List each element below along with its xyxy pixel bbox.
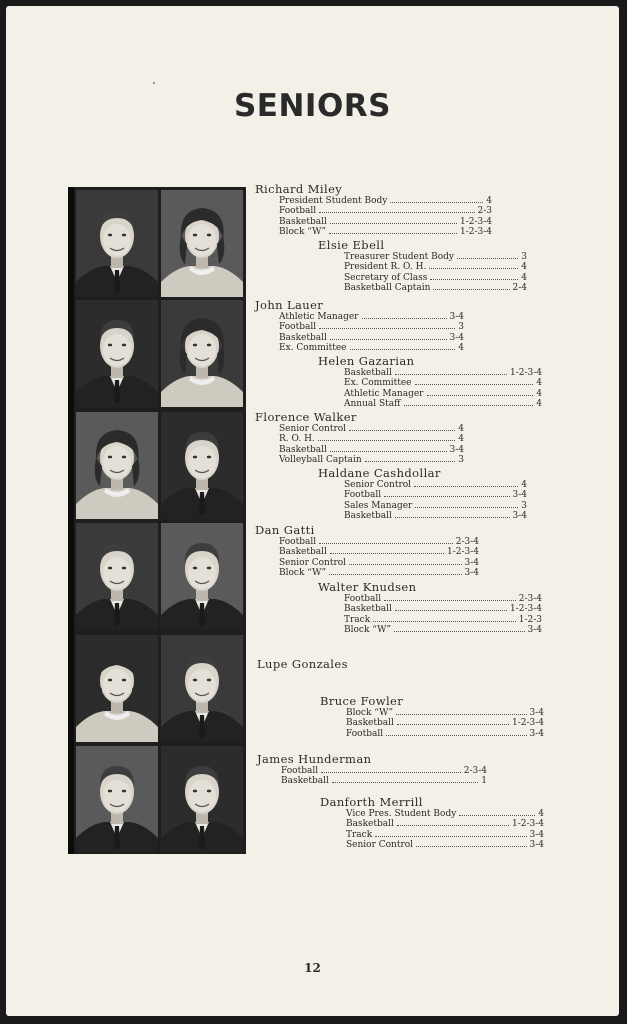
activity-row: [279, 333, 464, 343]
activity-years: 2-3-4: [518, 594, 542, 604]
dot-leader: [415, 507, 518, 508]
senior-entry: [255, 298, 464, 354]
activity-row: [344, 273, 527, 283]
activity-row: [344, 378, 542, 388]
dot-leader: [427, 395, 534, 396]
activity-years: 3-4: [449, 444, 464, 455]
activity-years: 1-2-3-4: [509, 604, 542, 615]
dot-leader: [330, 451, 447, 452]
activity-name: President Student Body: [279, 196, 388, 206]
activity-years: 3-4: [449, 332, 464, 343]
activity-row: [279, 568, 479, 578]
activity-name: Basketball: [344, 511, 392, 522]
activity-years: 4: [521, 262, 527, 273]
activity-name: Block “W”: [346, 708, 394, 718]
activity-name: Sales Manager: [344, 500, 413, 511]
activity-name: Athletic Manager: [344, 388, 424, 399]
activity-row: [279, 434, 464, 444]
activity-years: 2-3: [477, 206, 492, 217]
activity-years: 4: [521, 480, 527, 490]
activity-name: Secretary of Class: [344, 272, 428, 283]
dot-leader: [319, 543, 453, 544]
activity-row: [344, 594, 542, 604]
activity-name: Basketball: [279, 216, 327, 227]
activity-years: 2-3-4: [455, 537, 479, 547]
activity-name: Block “W”: [344, 625, 392, 636]
senior-entry: [318, 466, 527, 522]
dot-leader: [330, 553, 444, 554]
activity-years: 1-2-3-4: [459, 227, 492, 238]
activity-years: 3-4: [449, 312, 464, 322]
activity-name: Block “W”: [279, 227, 327, 238]
activity-row: [344, 511, 527, 521]
activity-row: [344, 283, 527, 293]
senior-name: Helen Gazarian: [318, 354, 415, 368]
senior-name: Bruce Fowler: [320, 694, 404, 708]
activity-years: 3-4: [527, 625, 542, 636]
activity-years: 1-2-3: [518, 614, 542, 625]
dot-leader: [319, 212, 474, 213]
activity-row: [346, 840, 544, 850]
activity-years: 4: [458, 343, 464, 354]
activity-row: [279, 196, 492, 206]
activity-row: [279, 547, 479, 557]
dot-leader: [416, 846, 526, 847]
seniors-list: [6, 6, 619, 1016]
activity-name: Track: [344, 614, 371, 625]
activity-years: 2-4: [512, 283, 527, 294]
activity-row: [279, 537, 479, 547]
dot-leader: [375, 836, 526, 837]
activity-row: [279, 206, 492, 216]
senior-name: Haldane Cashdollar: [318, 466, 441, 480]
dot-leader: [396, 714, 526, 715]
senior-entry: [255, 410, 464, 466]
activity-years: 4: [536, 388, 542, 399]
senior-name: Lupe Gonzales: [257, 657, 348, 671]
activity-name: Senior Control: [279, 424, 347, 434]
dot-leader: [395, 610, 507, 611]
activity-row: [344, 252, 527, 262]
activity-name: Ex. Committee: [344, 378, 412, 389]
activity-name: Basketball: [279, 444, 327, 455]
dot-leader: [429, 268, 518, 269]
activity-row: [279, 322, 464, 332]
senior-entry: [257, 752, 487, 787]
dot-leader: [349, 430, 455, 431]
dot-leader: [414, 486, 518, 487]
activity-years: 4: [458, 424, 464, 434]
activity-row: [344, 615, 542, 625]
activity-name: President R. O. H.: [344, 262, 427, 273]
activity-row: [344, 480, 527, 490]
dot-leader: [329, 233, 457, 234]
activity-name: Football: [346, 728, 384, 739]
dot-leader: [365, 461, 456, 462]
activity-years: 3-4: [464, 568, 479, 579]
activity-name: Senior Control: [344, 480, 412, 490]
activity-name: Basketball: [344, 604, 392, 615]
dot-leader: [397, 724, 509, 725]
activity-row: [346, 729, 544, 739]
activity-list: [318, 594, 542, 636]
activity-years: 4: [521, 272, 527, 283]
senior-entry: [318, 238, 527, 294]
activity-name: Ex. Committee: [279, 343, 347, 354]
activity-row: [279, 217, 492, 227]
activity-row: [344, 389, 542, 399]
senior-name: Danforth Merrill: [320, 795, 423, 809]
senior-entry: [257, 657, 377, 671]
activity-name: Vice Pres. Student Body: [346, 809, 457, 819]
dot-leader: [349, 564, 461, 565]
dot-leader: [397, 825, 509, 826]
activity-years: 4: [536, 378, 542, 389]
activity-list: [255, 312, 464, 354]
activity-row: [279, 312, 464, 322]
activity-name: Basketball: [281, 776, 329, 787]
activity-years: 3: [521, 252, 527, 262]
dot-leader: [362, 318, 447, 319]
activity-name: Block “W”: [279, 568, 327, 579]
activity-name: Athletic Manager: [279, 312, 359, 322]
senior-entry: [320, 694, 544, 739]
dot-leader: [332, 782, 478, 783]
activity-name: Basketball: [346, 718, 394, 729]
activity-name: Senior Control: [279, 557, 347, 568]
senior-name: Florence Walker: [255, 410, 357, 424]
activity-name: R. O. H.: [279, 434, 315, 445]
activity-years: 3: [458, 455, 464, 466]
dot-leader: [433, 289, 509, 290]
senior-entry: [320, 795, 544, 851]
dot-leader: [430, 279, 518, 280]
senior-name: Richard Miley: [255, 182, 343, 196]
activity-row: [344, 399, 542, 409]
activity-row: [346, 819, 544, 829]
senior-name: Dan Gatti: [255, 523, 315, 537]
dot-leader: [395, 517, 510, 518]
activity-name: Volleyball Captain: [279, 455, 362, 466]
activity-list: [257, 766, 487, 787]
activity-row: [346, 830, 544, 840]
activity-name: Football: [279, 322, 317, 333]
activity-years: 3-4: [529, 829, 544, 840]
activity-row: [344, 625, 542, 635]
activity-years: 4: [486, 196, 492, 206]
dot-leader: [329, 574, 461, 575]
activity-row: [279, 227, 492, 237]
activity-list: [255, 424, 464, 466]
activity-name: Senior Control: [346, 840, 414, 851]
senior-name: Elsie Ebell: [318, 238, 385, 252]
activity-name: Football: [344, 490, 382, 501]
activity-list: [318, 368, 542, 410]
activity-row: [281, 776, 487, 786]
page-title: SENIORS: [233, 88, 392, 124]
activity-name: Basketball: [344, 368, 392, 378]
activity-row: [346, 718, 544, 728]
activity-years: 3-4: [464, 557, 479, 568]
senior-entry: [255, 182, 492, 238]
activity-years: 4: [536, 399, 542, 410]
activity-years: 3-4: [529, 708, 544, 718]
activity-years: 3: [521, 500, 527, 511]
activity-name: Annual Staff: [344, 399, 401, 410]
activity-row: [279, 558, 479, 568]
dot-leader: [321, 772, 461, 773]
activity-name: Basketball Captain: [344, 283, 431, 294]
dot-leader: [404, 405, 534, 406]
senior-name: James Hunderman: [257, 752, 372, 766]
senior-name: John Lauer: [255, 298, 324, 312]
activity-row: [344, 490, 527, 500]
activity-list: [320, 809, 544, 851]
activity-row: [344, 604, 542, 614]
dot-leader: [384, 600, 516, 601]
dot-leader: [318, 440, 455, 441]
dot-leader: [395, 374, 507, 375]
dot-leader: [386, 735, 526, 736]
activity-list: [318, 480, 527, 522]
activity-years: 1-2-3-4: [459, 216, 492, 227]
activity-years: 3: [458, 322, 464, 333]
activity-name: Basketball: [279, 332, 327, 343]
activity-row: [346, 708, 544, 718]
activity-row: [279, 343, 464, 353]
activity-name: Basketball: [346, 819, 394, 830]
activity-name: Treasurer Student Body: [344, 252, 455, 262]
activity-years: 1: [481, 776, 487, 787]
page-number: 12: [304, 961, 321, 975]
dot-leader: [394, 631, 524, 632]
activity-name: Football: [279, 206, 317, 217]
senior-name: Walter Knudsen: [318, 580, 417, 594]
activity-row: [279, 455, 464, 465]
yearbook-page: [6, 6, 619, 1016]
dot-leader: [459, 815, 535, 816]
activity-list: [255, 196, 492, 238]
dot-leader: [319, 328, 455, 329]
activity-row: [344, 262, 527, 272]
activity-years: 3-4: [512, 490, 527, 501]
activity-list: [318, 252, 527, 294]
activity-row: [281, 766, 487, 776]
dot-leader: [330, 339, 447, 340]
dot-leader: [384, 496, 509, 497]
activity-years: 1-2-3-4: [511, 718, 544, 729]
activity-row: [279, 424, 464, 434]
activity-name: Football: [279, 537, 317, 547]
senior-entry: [318, 580, 542, 636]
activity-years: 3-4: [512, 511, 527, 522]
activity-years: 2-3-4: [463, 766, 487, 776]
senior-entry: [318, 354, 542, 410]
senior-entry: [255, 523, 479, 579]
activity-row: [344, 368, 542, 378]
activity-years: 1-2-3-4: [511, 819, 544, 830]
activity-name: Track: [346, 829, 373, 840]
activity-row: [279, 445, 464, 455]
activity-row: [344, 501, 527, 511]
activity-years: 3-4: [529, 728, 544, 739]
activity-years: 4: [538, 809, 544, 819]
activity-name: Football: [344, 594, 382, 604]
dot-leader: [330, 223, 457, 224]
dot-leader: [373, 621, 516, 622]
activity-list: [320, 708, 544, 739]
dot-leader: [390, 202, 483, 203]
dot-leader: [457, 258, 518, 259]
activity-name: Basketball: [279, 547, 327, 558]
activity-row: [346, 809, 544, 819]
activity-list: [255, 537, 479, 579]
activity-years: 1-2-3-4: [509, 368, 542, 378]
dot-leader: [350, 349, 456, 350]
activity-years: 4: [458, 434, 464, 445]
activity-years: 1-2-3-4: [446, 547, 479, 558]
activity-years: 3-4: [529, 840, 544, 851]
dot-leader: [415, 384, 534, 385]
activity-name: Football: [281, 766, 319, 776]
